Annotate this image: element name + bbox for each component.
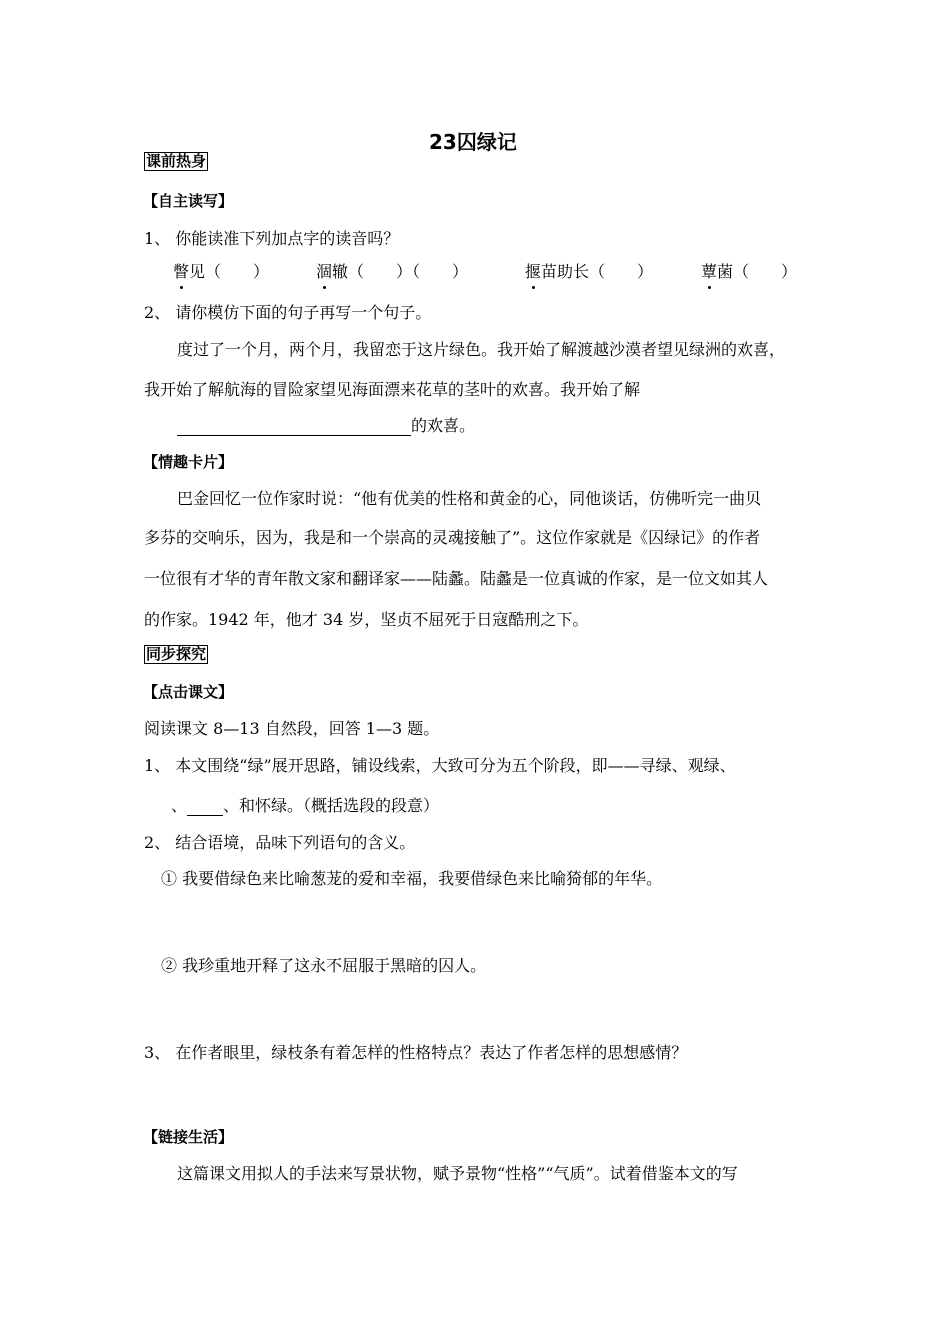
pinyin-word-1 [173, 259, 269, 282]
answer-blank[interactable] [177, 417, 411, 436]
sync-question-3: 3、 在作者眼里，绿枝条有着怎样的性格特点？表达了作者怎样的思想感情？ [144, 1043, 688, 1062]
imitation-line-2: 我开始了解航海的冒险家望见海面漂来花草的茎叶的欢喜。我开始了解 [144, 380, 641, 399]
card-line-1: 巴金回忆一位作家时说：“他有优美的性格和黄金的心，同他谈话，仿佛听完一曲贝 [177, 489, 762, 508]
imitation-suffix: 的欢喜。 [411, 416, 476, 435]
answer-blank[interactable] [187, 799, 223, 816]
card-line-2: 多芬的交响乐，因为，我是和一个崇高的灵魂接触了”。这位作家就是《囚绿记》的作者 [144, 528, 761, 547]
question-1-label: 1、 你能读准下列加点字的读音吗？ [144, 229, 400, 248]
imitation-line-3 [177, 413, 475, 436]
page-title: 23囚绿记 [429, 130, 517, 154]
subheading-link-life: 【链接生活】 [143, 1128, 234, 1146]
word-rest: 辙（ ）（ ） [332, 262, 469, 281]
sync-question-1-line-2 [171, 793, 439, 816]
pinyin-word-3 [525, 259, 653, 282]
sync-question-2-item-1: ① 我要借绿色来比喻葱茏的爱和幸福，我要借绿色来比喻猗郁的年华。 [161, 869, 663, 888]
section-heading-warmup: 课前热身 [146, 152, 207, 170]
link-life-line-1: 这篇课文用拟人的手法来写景状物，赋予景物“性格”“气质”。试着借鉴本文的写 [177, 1164, 738, 1183]
dotted-char: 蕈 [701, 259, 717, 282]
dotted-char: 涸 [316, 259, 332, 282]
card-line-3: 一位很有才华的青年散文家和翻译家——陆蠡。陆蠡是一位真诚的作家，是一位文如其人 [144, 569, 769, 588]
word-rest: 菌（ ） [717, 262, 798, 281]
sync-question-2-label: 2、 结合语境，品味下列语句的含义。 [144, 833, 416, 852]
section-heading-sync: 同步探究 [146, 645, 207, 663]
sync-question-2-item-2: ② 我珍重地开释了这永不屈服于黑暗的囚人。 [161, 956, 487, 975]
subheading-interest-card: 【情趣卡片】 [143, 453, 234, 471]
subheading-click-text: 【点击课文】 [143, 683, 234, 701]
dotted-char: 瞥 [173, 259, 189, 282]
sync-question-1-line-1: 1、 本文围绕“绿”展开思路，铺设线索，大致可分为五个阶段，即——寻绿、观绿、 [144, 756, 736, 775]
dotted-char: 揠 [525, 259, 541, 282]
sync-question-1-tail: 、和怀绿。（概括选段的段意） [223, 796, 440, 815]
imitation-line-1: 度过了一个月，两个月，我留恋于这片绿色。我开始了解渡越沙漠者望见绿洲的欢喜， [177, 340, 786, 359]
reading-instruction: 阅读课文 8—13 自然段，回答 1—3 题。 [144, 719, 440, 738]
question-2-label: 2、 请你模仿下面的句子再写一个句子。 [144, 303, 432, 322]
subheading-self-study: 【自主读写】 [143, 192, 234, 210]
pinyin-word-2 [316, 259, 468, 282]
word-rest: 见（ ） [189, 262, 270, 281]
card-line-4: 的作家。1942 年，他才 34 岁，坚贞不屈死于日寇酷刑之下。 [144, 610, 589, 629]
word-rest: 苗助长（ ） [541, 262, 654, 281]
blank-separator: 、 [171, 796, 188, 815]
pinyin-word-4 [701, 259, 797, 282]
